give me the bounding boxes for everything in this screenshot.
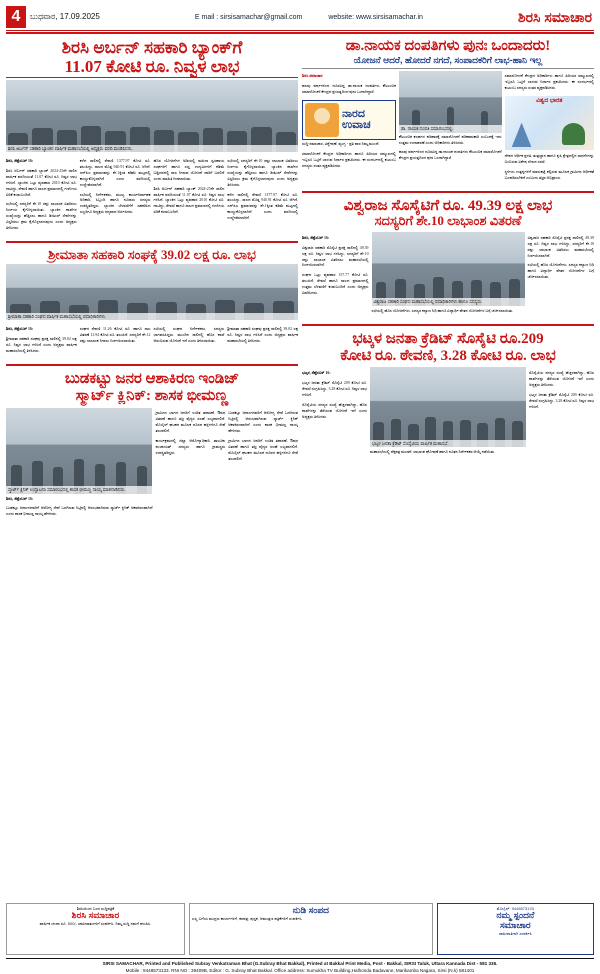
ad-title-line1: ನಮ್ಮ ಸ್ಪಂದನೆ	[496, 910, 535, 921]
dampati-story	[302, 38, 594, 186]
clinic-para-5: ಗ್ರಾಮೀಣ ಭಾಗದ ಜನರಿಗೆ ಉಚಿತ ತಪಾಸಣೆ, ಔಷಧ ವಿತರಣೆ ಹಾಗೂ ತಜ್ಞ ವೈದ್ಯರ ಸಲಹೆ ಲಭ್ಯವಾಗಲಿದೆ. ಮೊಬೈಲ್ ಘಟಕದ ಮೂಲಕ ದೂರದ ಹಳ್ಳಿಗಳಿಗೂ ಸೇವೆ ತಲುಪಲಿದೆ.	[228, 439, 298, 461]
masthead-logo: ಶಿರಸಿ ಸಮಾಚಾರ	[517, 8, 592, 25]
sahakari-columns	[6, 323, 298, 358]
bhatkal-photo	[370, 367, 526, 447]
bhatkal-story	[302, 331, 594, 460]
dampati-top-row	[302, 71, 594, 186]
clinic-headline-line1: ಬುಡಕಟ್ಟು ಜನರ ಆಶಾಕಿರಣ ಇಂಡಿಜ್	[64, 370, 240, 387]
vishwaraja-photo-caption: ವಿಶ್ವರಾಜ ಸಹಕಾರಿ ಸಂಘದ ಮಹಾಸಭೆಯಲ್ಲಿ ಪದಾಧಿಕಾರಿಗಳು ಹಾಗೂ ಸದಸ್ಯರು.	[372, 298, 525, 306]
lead-story	[6, 38, 298, 236]
bhatkal-columns	[302, 367, 594, 460]
vishwa-bharat-para-2: ಸ್ಥಳೀಯ ಉತ್ಪನ್ನಗಳಿಗೆ ಮಾರುಕಟ್ಟೆ ಕಲ್ಪಿಸುವ ಮೂಲಕ ಗ್ರಾಮೀಣ ಆರ್ಥಿಕತೆ ಬಲಪಡಿಸಬೇಕಿದೆ ಎಂಬುದು ತಜ್ಞರ ಅಭಿಪ್ರಾಯ.	[504, 169, 594, 180]
sahakari-col-3	[154, 323, 225, 358]
clinic-col-2	[155, 408, 225, 523]
vishwaraja-para-5: ಸಭೆಯಲ್ಲಿ ಹೊಸ ಯೋಜನೆಗಳು, ಸದಸ್ಯರ ಕಲ್ಯಾಣ ನಿಧಿ ಹಾಗೂ ವಿದ್ಯಾರ್ಥಿ ವೇತನ ಯೋಜನೆಗಳ ಬಗ್ಗೆ ಚರ್ಚಿಸಲಾಯಿತು.	[527, 263, 595, 280]
clinic-story	[6, 371, 298, 522]
bhatkal-col-1	[302, 367, 367, 460]
ad-kicker: ಶಿರಸಿಯಿಂದ ಬಂದ ಸುದ್ದಿಪತ್ರಿಕೆ	[76, 906, 115, 911]
narada-title-line1: ನಾರದ	[342, 107, 365, 120]
divider	[302, 68, 594, 69]
masthead-rule	[6, 32, 594, 34]
vishwa-bharat-title: ವಿಶ್ವದ ಭಾರತ	[536, 98, 563, 105]
narada-box	[302, 100, 396, 140]
ad-title: ನುಡಿ ಸಂಪದ	[292, 905, 329, 915]
masthead-contacts	[100, 14, 518, 21]
dampati-headline: ಡಾ.ನಾಯಕ ದಂಪತಿಗಳು ಪುನಃ ಒಂದಾದರು!	[345, 38, 551, 54]
clinic-headline-line2: ಸ್ಮಾರ್ಟ್ ಕ್ಲಿನಿಕ್: ಶಾಸಕ ಭೀಮಣ್ಣ	[75, 387, 229, 404]
sahakari-photo-caption: ಶ್ರೀಮಾತಾ ಸಹಕಾರಿ ಸಂಘದ ವಾರ್ಷಿಕ ಮಹಾಸಭೆಯಲ್ಲಿ ಪದಾಧಿಕಾರಿಗಳು.	[6, 313, 298, 321]
vishwaraja-columns	[302, 232, 594, 319]
vishwaraja-para-2: ಸಂಘದ ಒಟ್ಟು ವ್ಯವಹಾರ 157.77 ಕೋಟಿ ರೂ. ತಲುಪಿದೆ. ಠೇವಣಿ ಹಾಗೂ ಸಾಲದ ಪ್ರಮಾಣದಲ್ಲಿ ಉತ್ತಮ ಬೆಳವಣಿಗೆ ಕಂಡುಬಂದಿದೆ ಎಂದು ಅಧ್ಯಕ್ಷರು ವಿವರಿಸಿದರು.	[302, 273, 369, 296]
page-content	[6, 38, 594, 900]
sahakari-dateline: ಶಿರಸಿ, ಸೆಪ್ಟೆಂಬರ್ 16:	[6, 327, 34, 332]
footer-imprint	[6, 958, 594, 974]
clinic-para-1: ಬುಡಕಟ್ಟು ಜನಾಂಗದವರಿಗೆ ಆರೋಗ್ಯ ಸೇವೆ ಒದಗಿಸುವ ನಿಟ್ಟಿನಲ್ಲಿ ಆರಂಭವಾಗಿರುವ ಸ್ಮಾರ್ಟ್ ಕ್ಲಿನಿಕ್ ಆಶಾಕಿರಣವಾಗಿದೆ ಎಂದು ಶಾಸಕ ಭೀಮಣ್ಣ ನಾಯ್ಕ ಹೇಳಿದರು.	[6, 506, 153, 517]
lead-para-1: ಶಿರಸಿ ಅರ್ಬನ್ ಸಹಕಾರಿ ಬ್ಯಾಂಕ್ 2024-25ನೇ ಸಾಲಿನ ವಾರ್ಷಿಕ ವರದಿಯಂತೆ 11.07 ಕೋಟಿ ರೂ. ನಿವ್ವಳ ಲಾಭ ಗಳಿಸಿದೆ. ಬ್ಯಾಂಕಿನ ಒಟ್ಟು ವ್ಯವಹಾರ 2010 ಕೋಟಿ ರೂ. ದಾಟಿದ್ದು, ಠೇವಣಿ ಹಾಗೂ ಸಾಲದ ಪ್ರಮಾಣದಲ್ಲಿ ಗಣನೀಯ ಏರಿಕೆ ಕಂಡುಬಂದಿದೆ.	[6, 168, 77, 197]
dampati-para-4: ಹಲವು ವರ್ಷಗಳಿಂದ ದೂರವಿದ್ದ ಡಾ.ನಾಯಕ ದಂಪತಿಗಳು ಕೌಟುಂಬಿಕ ಸಮಾಲೋಚನೆ ಕೇಂದ್ರದ ಪ್ರಯತ್ನದಿಂದ ಪುನಃ ಒಂದಾಗಿದ್ದಾರೆ.	[398, 150, 502, 161]
sahakari-para-3: ಸಭೆಯಲ್ಲಿ ಸಂಘದ ನಿರ್ದೇಶಕರು, ಸದಸ್ಯರು ಭಾಗವಹಿಸಿದ್ದರು. ಮುಂದಿನ ಸಾಲಿನಲ್ಲಿ ಹೊಸ ಶಾಖೆ ಆರಂಭಿಸುವ ಯೋಜನೆ ಇದೆ ಎಂದು ತಿಳಿಸಲಾಯಿತು.	[153, 327, 225, 344]
dampati-col-right	[505, 71, 594, 186]
lead-para-4: ಸಭೆಯಲ್ಲಿ ನಿರ್ದೇಶಕರು, ಮುಖ್ಯ ಕಾರ್ಯನಿರ್ವಾಹಕ ಅಧಿಕಾರಿ, ಸಿಬ್ಬಂದಿ ಹಾಗೂ ನೂರಾರು ಸದಸ್ಯರು ಉಪಸ್ಥಿತರಿದ್ದರು. ಬ್ಯಾಂಕಿನ ಬೆಳವಣಿಗೆಗೆ ಸಹಕರಿಸಿದ ಎಲ್ಲರಿಗೂ ಅಧ್ಯಕ್ಷರು ಧನ್ಯವಾದ ಅರ್ಪಿಸಿದರು.	[79, 192, 151, 215]
dampati-para-3: ಕೌಟುಂಬಿಕ ಕಲಹಗಳ ಪರಿಹಾರಕ್ಕೆ ಸಮಾಲೋಚನೆ ಪರಿಣಾಮಕಾರಿ ಎಂಬುದಕ್ಕೆ ಇದು ಉತ್ತಮ ಉದಾಹರಣೆ ಎಂದು ಅಧಿಕಾರಿಗಳು ತಿಳಿಸಿದರು.	[398, 134, 502, 145]
lead-headline-line2: 11.07 ಕೋಟಿ ರೂ. ನಿವ್ವಳ ಲಾಭ	[64, 57, 240, 77]
ad-text: ಜಾಹೀರಾತಿಗಾಗಿ ಸಂಪರ್ಕಿಸಿ	[498, 931, 532, 937]
vishwaraja-story	[302, 198, 594, 319]
dampati-col-left	[302, 71, 396, 186]
vishwaraja-para-3: ಸಭೆಯಲ್ಲಿ ಹೊಸ ಯೋಜನೆಗಳು, ಸದಸ್ಯರ ಕಲ್ಯಾಣ ನಿಧಿ ಹಾಗೂ ವಿದ್ಯಾರ್ಥಿ ವೇತನ ಯೋಜನೆಗಳ ಬಗ್ಗೆ ಚರ್ಚಿಸಲಾಯಿತು.	[371, 308, 514, 313]
vishwaraja-col-3	[528, 232, 595, 319]
bhatkal-col-3	[529, 367, 594, 460]
lead-story-columns	[6, 155, 298, 236]
lead-para-8: ಕಳೆದ ಸಾಲಿನಲ್ಲಿ ಠೇವಣಿ 1377.97 ಕೋಟಿ ರೂ. ತಲುಪಿದ್ದು, ಸಾಲದ ಮೊತ್ತ 940.91 ಕೋಟಿ ರೂ. ಆಗಿದೆ. ಎನ್‌ಪಿಎ ಪ್ರಮಾಣವನ್ನು ಶೇ.1ಕ್ಕಿಂತ ಕಡಿಮೆ ಮಟ್ಟದಲ್ಲಿ ಕಾಯ್ದುಕೊಳ್ಳಲಾಗಿದೆ ಎಂದು ವರದಿಯಲ್ಲಿ ಉಲ್ಲೇಖಿಸಲಾಗಿದೆ.	[227, 192, 298, 221]
sahakari-col-2	[80, 323, 151, 358]
vishwaraja-dateline: ಶಿರಸಿ, ಸೆಪ್ಟೆಂಬರ್ 16:	[302, 235, 330, 240]
narada-icon	[305, 103, 339, 137]
sahakari-para-4: ಶ್ರೀಮಾತಾ ಸಹಕಾರಿ ಸಂಘವು ಪ್ರಸಕ್ತ ಸಾಲಿನಲ್ಲಿ 39.02 ಲಕ್ಷ ರೂ. ನಿವ್ವಳ ಲಾಭ ಗಳಿಸಿದೆ ಎಂದು ಅಧ್ಯಕ್ಷರು ವಾರ್ಷಿಕ ಮಹಾಸಭೆಯಲ್ಲಿ ತಿಳಿಸಿದರು.	[227, 327, 298, 344]
dampati-para-1: ಹಲವು ವರ್ಷಗಳಿಂದ ದೂರವಿದ್ದ ಡಾ.ನಾಯಕ ದಂಪತಿಗಳು ಕೌಟುಂಬಿಕ ಸಮಾಲೋಚನೆ ಕೇಂದ್ರದ ಪ್ರಯತ್ನದಿಂದ ಪುನಃ ಒಂದಾಗಿದ್ದಾರೆ.	[302, 84, 396, 95]
ad-sirsi-samachar[interactable]	[6, 903, 185, 955]
vishwaraja-headline-line1: ವಿಶ್ವರಾಜ ಸೊಸೈಟಿಗೆ ರೂ. 49.39 ಲಕ್ಷ ಲಾಭ	[343, 197, 553, 214]
dampati-col-photo	[399, 71, 502, 186]
left-column-zone	[6, 38, 298, 900]
bhatkal-headline-line2: ಕೋಟಿ ರೂ. ಠೇವಣಿ, 3.28 ಕೋಟಿ ರೂ. ಲಾಭ	[340, 347, 556, 364]
clinic-photo-caption: ಸ್ಮಾರ್ಟ್ ಕ್ಲಿನಿಕ್ ಉದ್ಘಾಟನಾ ಸಮಾರಂಭದಲ್ಲಿ ಶಾಸಕ ಭೀಮಣ್ಣ ನಾಯ್ಕ ಮಾತನಾಡಿದರು.	[6, 486, 152, 494]
lead-para-7: ಸಭೆಯಲ್ಲಿ ಸದಸ್ಯರಿಗೆ ಶೇ.10 ರಷ್ಟು ಲಾಭಾಂಶ ವಿತರಿಸಲು ನಿರ್ಣಯ ಕೈಗೊಳ್ಳಲಾಯಿತು. ಬ್ಯಾಂಕಿನ ಶಾಖೆಗಳ ಸಂಖ್ಯೆಯನ್ನು ಹೆಚ್ಚಿಸಲು ಹಾಗೂ ಡಿಜಿಟಲ್ ಸೇವೆಗಳನ್ನು ವಿಸ್ತರಿಸಲು ಕ್ರಮ ಕೈಗೊಳ್ಳಲಾಗುವುದು ಎಂದು ಅಧ್ಯಕ್ಷರು ತಿಳಿಸಿದರು.	[227, 158, 298, 187]
bhatkal-dateline: ಭಟ್ಕಳ, ಸೆಪ್ಟೆಂಬರ್ 16:	[302, 371, 331, 376]
dampati-para-5: ಸಮಾಲೋಚನೆ ಕೇಂದ್ರದ ಅಧಿಕಾರಿಗಳು ಹಾಗೂ ಹಿರಿಯರ ಸಮ್ಮುಖದಲ್ಲಿ ಇಬ್ಬರೂ ಒಟ್ಟಿಗೆ ಬಾಳುವ ನಿರ್ಧಾರ ಪ್ರಕಟಿಸಿದರು. ಈ ಸಂದರ್ಭದಲ್ಲಿ ಕುಟುಂಬ ಸದಸ್ಯರು ಸಂತಸ ವ್ಯಕ್ತಪಡಿಸಿದರು.	[504, 74, 594, 91]
masthead-website[interactable]: website: www.sirsisamachar.in	[328, 13, 423, 21]
vishwaraja-col-1	[302, 232, 369, 319]
dampati-subhead: ಯೋಜನೆ ಆದರೆ, ಹೋದರೆ ನಗದೆ, ಸಂಪಾದಕರಿಗೆ ಲಾಭ-ಹಾನಿ ಇಲ್ಲ	[353, 54, 543, 65]
lead-photo-caption: ಶಿರಸಿ ಅರ್ಬನ್ ಸಹಕಾರಿ ಬ್ಯಾಂಕಿನ ವಾರ್ಷಿಕ ಮಹಾಸಭೆಯಲ್ಲಿ ಅಧ್ಯಕ್ಷರು ವರದಿ ಮಂಡಿಸಿದರು.	[6, 145, 298, 153]
lead-col-1	[6, 155, 77, 236]
sahakari-story	[6, 248, 298, 359]
clinic-dateline: ಶಿರಸಿ, ಸೆಪ್ಟೆಂಬರ್ 16:	[6, 496, 34, 501]
lead-col-3	[154, 155, 225, 236]
bhatkal-para-3: ಮಹಾಸಭೆಯಲ್ಲಿ ಲೆಕ್ಕಪತ್ರ ಮಂಡನೆ, ಲಾಭಾಂಶ ಘೋಷಣೆ ಹಾಗೂ ನೂತನ ನಿರ್ದೇಶಕರ ಆಯ್ಕೆ ನಡೆಯಿತು.	[370, 450, 495, 455]
lead-para-2: ಸಭೆಯಲ್ಲಿ ಸದಸ್ಯರಿಗೆ ಶೇ.10 ರಷ್ಟು ಲಾಭಾಂಶ ವಿತರಿಸಲು ನಿರ್ಣಯ ಕೈಗೊಳ್ಳಲಾಯಿತು. ಬ್ಯಾಂಕಿನ ಶಾಖೆಗಳ ಸಂಖ್ಯೆಯನ್ನು ಹೆಚ್ಚಿಸಲು ಹಾಗೂ ಡಿಜಿಟಲ್ ಸೇವೆಗಳನ್ನು ವಿಸ್ತರಿಸಲು ಕ್ರಮ ಕೈಗೊಳ್ಳಲಾಗುವುದು ಎಂದು ಅಧ್ಯಕ್ಷರು ತಿಳಿಸಿದರು.	[6, 202, 77, 231]
section-rule-2	[6, 364, 298, 366]
clinic-col-3	[228, 408, 298, 523]
ad-nudi[interactable]	[189, 903, 433, 955]
section-rule-1	[6, 241, 298, 243]
bhatkal-headline-line1: ಭಟ್ಕಳ ಜನತಾ ಕ್ರೆಡಿಟ್ ಸೊಸೈಟಿ ರೂ.209	[352, 330, 544, 347]
dampati-photo	[399, 71, 502, 133]
ad-phone: ಮೊಬೈಲ್: 9448573133	[496, 906, 534, 911]
vishwaraja-photo	[372, 232, 525, 306]
dampati-photo-caption: ಡಾ. ನಾಯಕ ದಂಪತಿ ಸಮಾರಂಭದಲ್ಲಿ.	[399, 125, 502, 133]
clinic-para-3: ಕಾರ್ಯಕ್ರಮದಲ್ಲಿ ಜಿಲ್ಲಾ ಆರೋಗ್ಯಾಧಿಕಾರಿ, ತಾಲೂಕು ಪಂಚಾಯತ್ ಸದಸ್ಯರು ಹಾಗೂ ಗ್ರಾಮಸ್ಥರು ಉಪಸ್ಥಿತರಿದ್ದರು.	[155, 439, 226, 455]
bhatkal-para-1: ಭಟ್ಕಳ ಜನತಾ ಕ್ರೆಡಿಟ್ ಸೊಸೈಟಿ 209 ಕೋಟಿ ರೂ. ಠೇವಣಿ ಸಂಗ್ರಹಿಸಿದ್ದು, 3.28 ಕೋಟಿ ರೂ. ನಿವ್ವಳ ಲಾಭ ಗಳಿಸಿದೆ.	[302, 381, 367, 397]
vishwaraja-para-4: ವಿಶ್ವರಾಜ ಸಹಕಾರಿ ಸೊಸೈಟಿ ಪ್ರಸಕ್ತ ಸಾಲಿನಲ್ಲಿ 49.39 ಲಕ್ಷ ರೂ. ನಿವ್ವಳ ಲಾಭ ಗಳಿಸಿದ್ದು, ಸದಸ್ಯರಿಗೆ ಶೇ.10 ರಷ್ಟು ಲಾಭಾಂಶ ವಿತರಿಸಲು ಮಹಾಸಭೆಯಲ್ಲಿ ನಿರ್ಣಯಿಸಲಾಗಿದೆ.	[527, 235, 595, 258]
divider	[6, 77, 298, 78]
lead-col-2	[80, 155, 151, 236]
lead-dateline: ಶಿರಸಿ, ಸೆಪ್ಟೆಂಬರ್ 16:	[6, 158, 34, 163]
lead-col-4	[227, 155, 298, 236]
section-rule-3	[302, 191, 594, 193]
masthead-email[interactable]: E mail : sirsisamachar@gmail.com	[194, 13, 303, 21]
vishwaraja-headline-line2: ಸದಸ್ಯರಿಗೆ ಶೇ.10 ಲಾಭಾಂಶ ವಿತರಣೆ	[374, 213, 522, 229]
clinic-columns	[6, 408, 298, 523]
clinic-photo-col	[6, 408, 152, 523]
sahakari-para-1: ಶ್ರೀಮಾತಾ ಸಹಕಾರಿ ಸಂಘವು ಪ್ರಸಕ್ತ ಸಾಲಿನಲ್ಲಿ 39.02 ಲಕ್ಷ ರೂ. ನಿವ್ವಳ ಲಾಭ ಗಳಿಸಿದೆ ಎಂದು ಅಧ್ಯಕ್ಷರು ವಾರ್ಷಿಕ ಮಹಾಸಭೆಯಲ್ಲಿ ತಿಳಿಸಿದರು.	[6, 337, 77, 354]
sahakari-col-1	[6, 323, 77, 358]
advertisement-row	[6, 903, 594, 955]
lead-para-3: ಕಳೆದ ಸಾಲಿನಲ್ಲಿ ಠೇವಣಿ 1377.97 ಕೋಟಿ ರೂ. ತಲುಪಿದ್ದು, ಸಾಲದ ಮೊತ್ತ 940.91 ಕೋಟಿ ರೂ. ಆಗಿದೆ. ಎನ್‌ಪಿಎ ಪ್ರಮಾಣವನ್ನು ಶೇ.1ಕ್ಕಿಂತ ಕಡಿಮೆ ಮಟ್ಟದಲ್ಲಿ ಕಾಯ್ದುಕೊಳ್ಳಲಾಗಿದೆ ಎಂದು ವರದಿಯಲ್ಲಿ ಉಲ್ಲೇಖಿಸಲಾಗಿದೆ.	[79, 158, 151, 187]
vishwaraja-para-1: ವಿಶ್ವರಾಜ ಸಹಕಾರಿ ಸೊಸೈಟಿ ಪ್ರಸಕ್ತ ಸಾಲಿನಲ್ಲಿ 49.39 ಲಕ್ಷ ರೂ. ನಿವ್ವಳ ಲಾಭ ಗಳಿಸಿದ್ದು, ಸದಸ್ಯರಿಗೆ ಶೇ.10 ರಷ್ಟು ಲಾಭಾಂಶ ವಿತರಿಸಲು ಮಹಾಸಭೆಯಲ್ಲಿ ನಿರ್ಣಯಿಸಲಾಗಿದೆ.	[302, 245, 369, 268]
ad-title: ಶಿರಸಿ ಸಮಾಚಾರ	[71, 910, 120, 921]
footer-line-1: SIRSI SAMACHAR, Printed and Published Subray Venkatraman Bhat (G.Subray Bhat Bakkal), Printed at Bakkal Print Media, Post - Bakkal, SIRSI Taluk, Uttara Kannada Dist - 581 336.	[102, 961, 498, 966]
page-number: 4	[6, 6, 26, 28]
lead-para-5: ಹೊಸ ಯೋಜನೆಗಳ ಅಡಿಯಲ್ಲಿ ಮಹಿಳಾ ಸ್ವಸಹಾಯ ಸಂಘಗಳಿಗೆ ಹಾಗೂ ಸಣ್ಣ ಉದ್ಯಮಿಗಳಿಗೆ ಕಡಿಮೆ ಬಡ್ಡಿದರದಲ್ಲಿ ಸಾಲ ನೀಡುವ ಯೋಜನೆ ಜಾರಿಗೆ ಬರಲಿದೆ ಎಂದು ಮಾಹಿತಿ ನೀಡಲಾಯಿತು.	[153, 158, 225, 181]
bhatkal-para-4: ಸೊಸೈಟಿಯ ಸದಸ್ಯರ ಸಂಖ್ಯೆ ಹೆಚ್ಚಳವಾಗಿದ್ದು, ಹೊಸ ಶಾಖೆಗಳನ್ನು ತೆರೆಯುವ ಯೋಜನೆ ಇದೆ ಎಂದು ಅಧ್ಯಕ್ಷರು ತಿಳಿಸಿದರು.	[529, 371, 594, 388]
masthead-date: ಬುಧವಾರ, 17.09.2025	[30, 12, 100, 21]
section-rule-4	[302, 324, 594, 326]
sahakari-col-4	[227, 323, 298, 358]
dampati-kicker: ಶಿರಸಿ ಸಮಾಚಾರ	[302, 74, 323, 79]
right-column-zone	[302, 38, 594, 900]
sahakari-photo	[6, 264, 298, 320]
clinic-para-2: ಗ್ರಾಮೀಣ ಭಾಗದ ಜನರಿಗೆ ಉಚಿತ ತಪಾಸಣೆ, ಔಷಧ ವಿತರಣೆ ಹಾಗೂ ತಜ್ಞ ವೈದ್ಯರ ಸಲಹೆ ಲಭ್ಯವಾಗಲಿದೆ. ಮೊಬೈಲ್ ಘಟಕದ ಮೂಲಕ ದೂರದ ಹಳ್ಳಿಗಳಿಗೂ ಸೇವೆ ತಲುಪಲಿದೆ.	[155, 411, 226, 434]
narada-title-line2: ಉವಾಚ	[342, 119, 371, 132]
clinic-para-4: ಬುಡಕಟ್ಟು ಜನಾಂಗದವರಿಗೆ ಆರೋಗ್ಯ ಸೇವೆ ಒದಗಿಸುವ ನಿಟ್ಟಿನಲ್ಲಿ ಆರಂಭವಾಗಿರುವ ಸ್ಮಾರ್ಟ್ ಕ್ಲಿನಿಕ್ ಆಶಾಕಿರಣವಾಗಿದೆ ಎಂದು ಶಾಸಕ ಭೀಮಣ್ಣ ನಾಯ್ಕ ಹೇಳಿದರು.	[228, 411, 298, 434]
bhatkal-para-2: ಸೊಸೈಟಿಯ ಸದಸ್ಯರ ಸಂಖ್ಯೆ ಹೆಚ್ಚಳವಾಗಿದ್ದು, ಹೊಸ ಶಾಖೆಗಳನ್ನು ತೆರೆಯುವ ಯೋಜನೆ ಇದೆ ಎಂದು ಅಧ್ಯಕ್ಷರು ತಿಳಿಸಿದರು.	[302, 402, 367, 419]
vishwaraja-photo-col	[372, 232, 525, 319]
sahakari-para-2: ಸಂಘದ ಠೇವಣಿ 11.26 ಕೋಟಿ ರೂ. ಹಾಗೂ ಸಾಲ ವಿತರಣೆ 13.94 ಕೋಟಿ ರೂ. ತಲುಪಿದೆ. ಸದಸ್ಯರಿಗೆ ಶೇ.12 ರಷ್ಟು ಲಾಭಾಂಶ ನೀಡಲು ನಿರ್ಣಯಿಸಲಾಯಿತು.	[79, 327, 151, 344]
bhatkal-para-5: ಭಟ್ಕಳ ಜನತಾ ಕ್ರೆಡಿಟ್ ಸೊಸೈಟಿ 209 ಕೋಟಿ ರೂ. ಠೇವಣಿ ಸಂಗ್ರಹಿಸಿದ್ದು, 3.28 ಕೋಟಿ ರೂ. ನಿವ್ವಳ ಲಾಭ ಗಳಿಸಿದೆ.	[529, 392, 594, 409]
bhatkal-photo-col	[370, 367, 526, 460]
lead-story-photo	[6, 80, 298, 152]
lead-para-6: ಶಿರಸಿ ಅರ್ಬನ್ ಸಹಕಾರಿ ಬ್ಯಾಂಕ್ 2024-25ನೇ ಸಾಲಿನ ವಾರ್ಷಿಕ ವರದಿಯಂತೆ 11.07 ಕೋಟಿ ರೂ. ನಿವ್ವಳ ಲಾಭ ಗಳಿಸಿದೆ. ಬ್ಯಾಂಕಿನ ಒಟ್ಟು ವ್ಯವಹಾರ 2010 ಕೋಟಿ ರೂ. ದಾಟಿದ್ದು, ಠೇವಣಿ ಹಾಗೂ ಸಾಲದ ಪ್ರಮಾಣದಲ್ಲಿ ಗಣನೀಯ ಏರಿಕೆ ಕಂಡುಬಂದಿದೆ.	[153, 186, 225, 215]
ad-text: ಎಲ್ಲ ಬಗೆಯ ಮುದ್ರಣ ಕಾರ್ಯಗಳಿಗೆ, ಕರಪತ್ರ, ಪುಸ್ತಕ, ಆಮಂತ್ರಣ ಪತ್ರಿಕೆಗಳಿಗೆ ಸಂಪರ್ಕಿಸಿ.	[191, 915, 303, 921]
vishwa-bharat-graphic	[505, 96, 594, 150]
narada-title	[342, 109, 371, 132]
bhatkal-photo-caption: ಭಟ್ಕಳ ಜನತಾ ಕ್ರೆಡಿಟ್ ಸೊಸೈಟಿಯ ವಾರ್ಷಿಕ ಮಹಾಸಭೆ.	[370, 440, 526, 448]
vishwa-bharat-para-1: ದೇಶದ ಆರ್ಥಿಕ ಪ್ರಗತಿ, ತಂತ್ರಜ್ಞಾನ ಹಾಗೂ ಕೃಷಿ ಕ್ಷೇತ್ರದಲ್ಲಿನ ಸಾಧನೆಗಳನ್ನು ಬಿಂಬಿಸುವ ವಿಶೇಷ ಲೇಖನ ಸರಣಿ.	[504, 154, 594, 165]
masthead	[6, 4, 594, 31]
ad-title-line2: ಸಮಾಚಾರ	[500, 920, 531, 931]
ad-nammu-spandana[interactable]	[437, 903, 594, 955]
footer-line-2: Mobile : 9448573133. RNI NO : 39409B, Editor : G. Subray Bhat Bakkal. Office address: Sumukha TV Building,Halhonda Badavane, Marikamba Nagara, Sirsi (N.k) 581401	[125, 967, 475, 973]
narada-text: ಸುದ್ದಿ-ಸಮಾಚಾರ, ವಿಶ್ಲೇಷಣೆ, ವ್ಯಂಗ್ಯ - ಪ್ರತಿ ವಾರ ನಿಮ್ಮ ಮುಂದೆ.	[302, 142, 380, 147]
lead-headline-line1: ಶಿರಸಿ ಅರ್ಬನ್ ಸಹಕಾರಿ ಬ್ಯಾಂಕ್‌ಗೆ	[61, 38, 243, 57]
ad-text: ವಾರ್ಷಿಕ ಚಂದಾ ರೂ. 500/- ಜಾಹೀರಾತುಗಳಿಗೆ ಸಂಪರ್ಕಿಸಿ. ನಿಮ್ಮ ಸುದ್ದಿ ನಮಗೆ ಕಳುಹಿಸಿ.	[39, 921, 152, 927]
dampati-para-2: ಸಮಾಲೋಚನೆ ಕೇಂದ್ರದ ಅಧಿಕಾರಿಗಳು ಹಾಗೂ ಹಿರಿಯರ ಸಮ್ಮುಖದಲ್ಲಿ ಇಬ್ಬರೂ ಒಟ್ಟಿಗೆ ಬಾಳುವ ನಿರ್ಧಾರ ಪ್ರಕಟಿಸಿದರು. ಈ ಸಂದರ್ಭದಲ್ಲಿ ಕುಟುಂಬ ಸದಸ್ಯರು ಸಂತಸ ವ್ಯಕ್ತಪಡಿಸಿದರು.	[302, 151, 396, 168]
sahakari-headline: ಶ್ರೀಮಾತಾ ಸಹಕಾರಿ ಸಂಘಕ್ಕೆ 39.02 ಲಕ್ಷ ರೂ. ಲಾಭ	[48, 246, 256, 262]
clinic-photo	[6, 408, 152, 494]
